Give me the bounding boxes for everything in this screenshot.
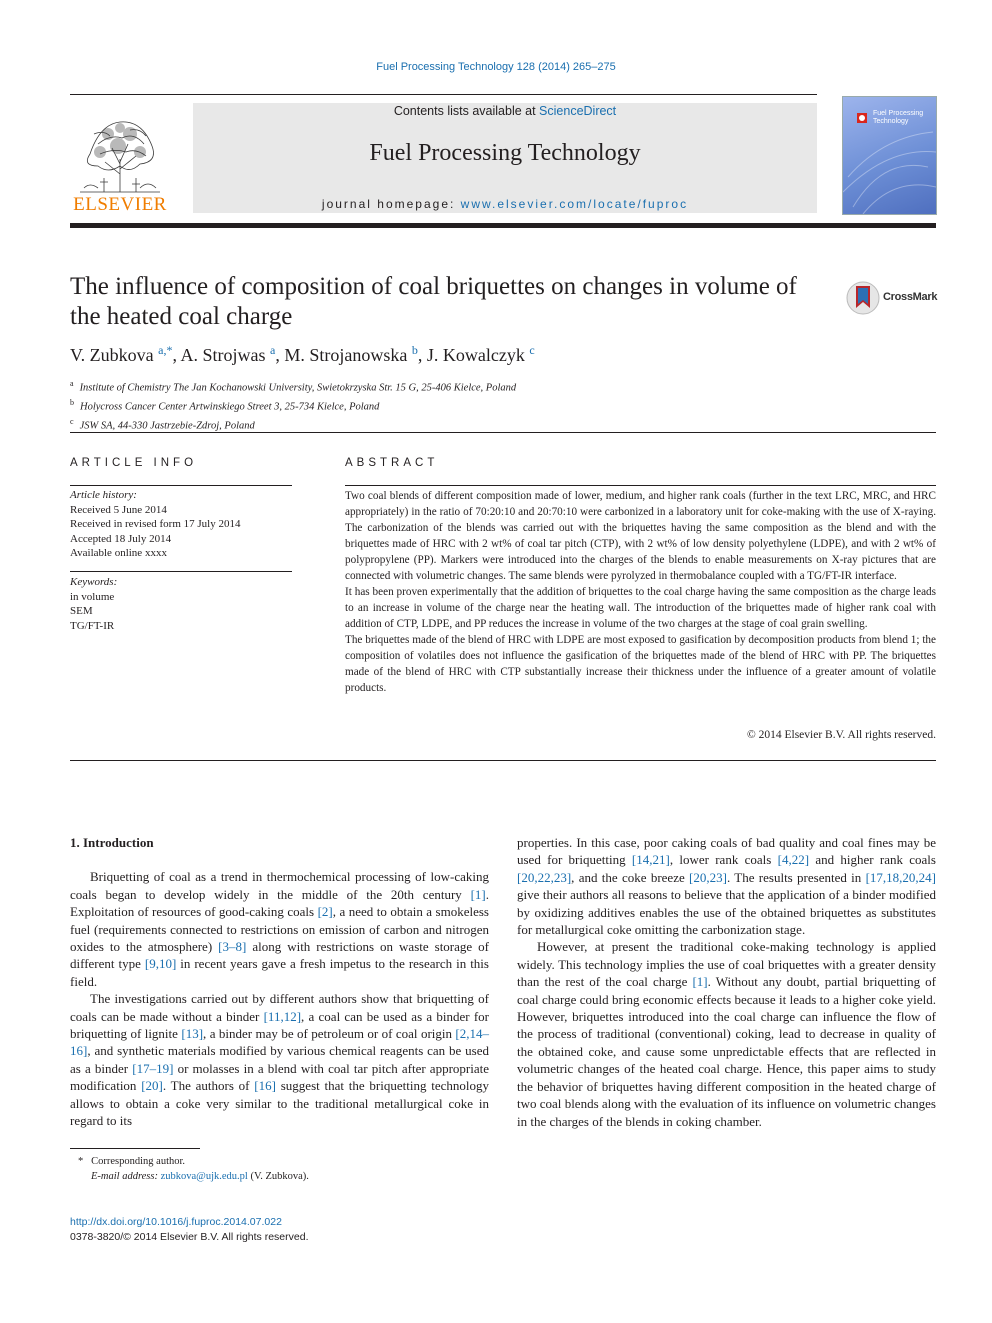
keywords-label: Keywords: [70,576,118,588]
body-text: . Without any doubt, partial briquetting of coal charge could bring economic effects because it leads to a higher coke yield. However, briquettes introduced into the coal charge can influence the flow of the process of traditional (conventional) coking, lead to decrease in quality of the obtained coke, and cause some unpredictable effects that are reflected in volumetric changes of the heated coal charge. Hence, this paper aims to study the behavior of briquettes having different composition in the heated charge of two coal blends along with the evaluation of its influence on volumetric changes in the charges of the blends in coking chamber. [517,974,936,1129]
citation-link[interactable]: [17,18,20,24] [865,869,936,885]
history-online: Available online xxxx [70,547,167,559]
history-revised: Received in revised form 17 July 2014 [70,518,241,530]
divider [70,432,936,433]
affiliation-text: Institute of Chemistry The Jan Kochanowski University, Swietokrzyska Str. 15 G, 25-406 Kielce, Poland [79,382,517,394]
article-title: The influence of composition of coal briquettes on changes in volume of the heated coal charge [70,273,797,330]
citation-link[interactable]: [16] [254,1078,276,1094]
affiliation-sup: c [70,417,74,426]
crossmark-label: CrossMark [883,291,938,303]
citation-link[interactable]: [11,12] [263,1008,302,1024]
body-right-column [517,834,936,1130]
affiliation-text: JSW SA, 44-330 Jastrzebie-Zdroj, Poland [79,420,255,432]
abstract-paragraph: It has been proven experimentally that the addition of briquettes to the coal charge having the same composition as the charge leads to an increase in volume of the charge near the heating wall. The introduction of the briquettes made of higher rank coal with addition of CTP, LDPE, and PP reduces the increase in volume of the two charges at the stage of coal grain swelling. [345,586,936,630]
body-text: , a binder may be of petroleum or of coal origin [203,1026,456,1042]
author-affil-sup[interactable]: b [411,343,418,357]
body-text: . The authors of [162,1078,255,1094]
doi-link[interactable]: http://dx.doi.org/10.1016/j.fuproc.2014.07.022 [70,1216,282,1228]
body-text: in recent years gave a fresh impetus to the research in this field. [70,956,489,989]
footnote-rule [70,1148,200,1149]
elsevier-wordmark: ELSEVIER [73,194,167,215]
crossmark-icon [846,280,880,316]
body-paragraph [70,990,489,1129]
section-title: 1. Introduction [70,835,154,850]
citation-link[interactable]: [1] [692,974,708,990]
body-text: . Exploitation of resources of good-caking coals [70,886,489,920]
keyword: in volume [70,590,115,603]
header-thick-rule [70,223,936,228]
journal-citation[interactable]: Fuel Processing Technology 128 (2014) 265–275 [376,61,616,73]
body-text: , and synthetic materials modified by various chemical reagents can be used as a binder [70,1043,489,1076]
body-text: and higher rank coals [809,852,936,868]
body-text: give their authors all reasons to believe that the application of a binder modified by oxidizing additives enables the use of the obtained briquettes as substitutes for metallurgical coke omitting the carbonization stage. [517,887,936,938]
body-text: suggest that the briquetting technology allows to obtain a coke very similar to the traditional metallurgical coke in regard to its [70,1078,490,1129]
contents-prefix: Contents lists available at [393,104,540,118]
issn-line: 0378-3820/© 2014 Elsevier B.V. All rights reserved. [70,1230,309,1243]
citation-link[interactable]: [20] [141,1078,163,1094]
homepage-prefix: journal homepage: [321,197,461,211]
email-link[interactable]: zubkova@ujk.edu.pl [160,1170,248,1182]
corresponding-label: Corresponding author. [91,1156,186,1167]
cover-title: Fuel Processing Technology [873,110,924,125]
body-text: However, at present the traditional coke-making technology is applied widely. This technology implies the use of coal briquettes with a greater density than the rest of the coal charge [517,939,936,990]
keyword: TG/FT-IR [70,619,115,632]
affiliation-sup: a [70,379,74,388]
abstract-paragraph: Two coal blends of different composition made of lower, medium, and higher rank coals (further in the text LRC, MRC, and HRC appropriately) in the ratio of 70:20:10 and 20:70:10 were carbonized in a laboratory unit for coke-making with the use of X-raying. The carbonization of the blends was carried out with the briquettes having the same composition as the blend and with the briquettes made of HRC with 2 wt% of coal tar pitch (CTP), with 2 wt% of low density polyethylene (LDPE), and with 2 wt% of polypropylene (PP). Markers were introduced into the charges of the blends to enable measurements on X-ray pictures that are connected with volumetric changes. The same blends were pyrolyzed in thermobalance coupled with a TG/FT-IR interface. [345,490,936,582]
citation-link[interactable]: [9,10] [144,956,177,972]
divider [70,485,292,486]
citation-link[interactable]: [13] [181,1026,204,1042]
author-3[interactable] [284,345,418,365]
affiliation-sup: b [70,398,74,407]
author-name: V. Zubkova [70,345,154,365]
body-text: , and the coke breeze [571,869,690,885]
history-received: Received 5 June 2014 [70,503,167,516]
homepage-link[interactable]: www.elsevier.com/locate/fuproc [460,197,689,211]
article-info-heading: ARTICLE INFO [70,457,198,469]
keyword: SEM [70,605,93,617]
author-2[interactable] [181,345,276,365]
body-text: Briquetting of coal as a trend in thermochemical processing of low-caking coals began to develop widely in the middle of the 20th century [70,869,489,902]
body-text: . The results presented in [726,869,866,885]
body-text: properties. In this case, poor caking coals of bad quality and coal fines may be used for briquetting [517,835,936,868]
email-line [70,1170,490,1185]
citation-link[interactable]: [20,23] [689,869,727,885]
article-history [70,488,292,561]
author-list: V. Zubkova $^{a,*}$, A. Strojwas $^a$, M. Strojanowska $^b$, J. Kowalczyk $^c$ [70,343,535,365]
abstract-text [345,488,936,696]
citation-link[interactable]: [1] [470,886,486,902]
abstract-heading: ABSTRACT [345,457,439,469]
citation-link[interactable]: [17–19] [132,1060,174,1076]
doi-block [70,1215,490,1244]
footnote-star: * [78,1156,84,1167]
citation-link[interactable]: [20,22,23] [517,869,572,885]
abstract-paragraph: The briquettes made of the blend of HRC with LDPE are most exposed to gasification by decomposition products from blend 1; the composition of volatiles does not influence the gasification of the briquettes made of the blend of HRC with PP. The briquettes made of the blend of HRC with CTP substantially increase their thickness under the influence of a greater amount of volatile products. [345,634,936,694]
author-name: A. Strojwas [180,345,266,365]
citation-link[interactable]: [14,21] [631,852,670,868]
journal-cover[interactable] [842,96,937,215]
body-text: The investigations carried out by different authors show that briquetting of coals can be made without a binder [70,991,489,1024]
journal-homepage [193,197,817,211]
author-affil-sup[interactable]: a,* [158,343,173,357]
citation-link[interactable]: [3–8] [218,939,247,955]
affiliations [70,377,870,434]
header-rule [70,94,817,95]
body-paragraph [517,834,936,938]
author-affil-sup[interactable]: c [529,343,535,357]
history-label: Article history: [70,489,137,501]
divider [70,760,936,761]
body-text: or molasses in a blend with coal tar pitch after appropriate modification [70,1060,489,1094]
body-paragraph [517,938,936,1129]
citation-link[interactable]: [2] [317,904,333,920]
email-suffix: (V. Zubkova). [247,1170,309,1182]
affiliation-b [70,396,870,415]
footnote [70,1155,490,1184]
divider [345,485,936,486]
body-left-column [70,834,489,1130]
author-name: J. Kowalczyk [426,345,525,365]
author-4[interactable] [427,345,535,365]
citation-link[interactable]: [4,22] [777,852,810,868]
affiliation-text: Holycross Cancer Center Artwinskiego Street 3, 25-734 Kielce, Poland [80,401,380,413]
journal-name: Fuel Processing Technology [369,140,641,166]
sciencedirect-link[interactable]: ScienceDirect [539,104,617,118]
body-text: , lower rank coals [669,852,778,868]
email-label: E-mail address: [91,1170,161,1182]
body-text: , a coal can be used as a binder for briquetting of lignite [70,1008,489,1042]
contents-line [193,104,817,118]
affiliation-a [70,377,870,396]
body-paragraph [70,868,489,990]
abstract-copyright: © 2014 Elsevier B.V. All rights reserved. [747,729,936,741]
corresponding-author [70,1155,490,1170]
crossmark-badge[interactable] [846,280,936,316]
body-text: along with restrictions on waste storage of different type [70,939,489,972]
history-accepted: Accepted 18 July 2014 [70,532,172,545]
author-name: M. Strojanowska [284,345,408,365]
citation-link[interactable]: [2,14–16] [70,1026,490,1059]
body-text: , a need to obtain a smokeless fuel (requirements connected to restrictions on emission of carbon and nitrogen oxides to the atmosphere) [70,904,489,955]
author-1[interactable] [70,345,173,365]
divider [70,571,292,572]
author-affil-sup[interactable]: a [270,343,276,357]
keywords [70,575,292,633]
